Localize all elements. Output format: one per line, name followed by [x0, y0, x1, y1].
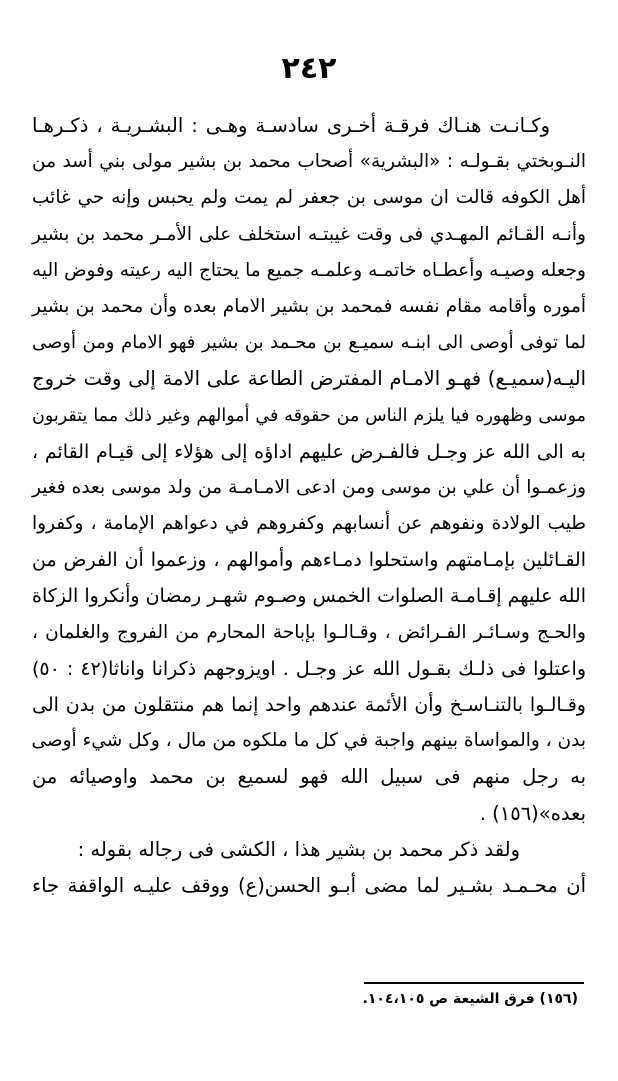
text-line-18: بدن ، والمواساة بينهم واجبة في كل ما ملكوه من مال ، وكل شيء أوصى	[31, 730, 586, 752]
text-line-14: الله عليهم إقـامـة الصلوات الخمس وصـوم شهـر رمضان وأنكروا الزكاة	[32, 585, 586, 608]
page-number: ٢٤٢	[281, 51, 337, 86]
text-line-12: طيب الولادة ونفوهم عن أنسابهم وكفروهم في دعواهم الإمامة ، وكفروا	[32, 513, 586, 535]
text-line-22: أن محـمـد بشـير لما مضى أبـو الحسن(ع) ووقف عليـه الواقفة جاء	[32, 873, 586, 897]
text-line-3: أهل الكوفه قالت ان موسى بن جعفر لم يمت ولم يحبس وإنه حي غائب	[32, 187, 586, 209]
footnote-divider	[364, 982, 584, 984]
text-line-13: القـائلين بإمـامتهم واستحلوا دمـاءهم وأموالهم ، وزعموا أن الفرض من	[32, 549, 586, 572]
text-line-17: وقـالـوا بالتنـاسـخ وأن الأئمة عندهم واحد إنما هم منتقلون من بدن الى	[32, 694, 586, 716]
text-line-4: وأنـه القـائم المهـدي فى وقت غيبتـه استخلف على الأمـر محمد بن بشير	[32, 223, 586, 245]
text-line-5: وجعله وصيـه وأعطـاه خاتمـه وعلمـه جميع ما يحتاج اليه رعيته وفوض اليه	[32, 259, 586, 281]
text-line-11: وزعمـوا أن علي بن موسى ومن ادعى الامـامـة من ولد موسى بعده فغير	[32, 476, 586, 498]
body-text	[32, 108, 586, 904]
text-line-7: لما توفى أوصى الى ابنـه سميـع بن محـمد بن بشير فهو الامام ومن أوصى	[32, 332, 586, 354]
text-line-10: به الى الله عز وجـل فالفـرض عليهم اداؤه إلى هؤلاء إلى قيـام القائم ،	[32, 440, 586, 463]
text-line-15: والحـج وسـائـر الفـرائض ، وقـالـوا بإباحة المحارم من الفروج والغلمان ،	[32, 621, 586, 643]
text-line-19: به رجل منهم فى سبيل الله فهو لسميع بن محمد واوصيائه من	[32, 765, 586, 789]
text-line-8: اليـه(سميـع) فهـو الامـام المفترض الطاعة على الامة إلى وقت خروج	[32, 367, 586, 391]
footnote: (١٥٦) فرق الشيعة ص ١٠٤،١٠٥.	[362, 991, 578, 1007]
text-line-20: بعده»(١٥٦) .	[479, 801, 586, 825]
text-line-16: واعتلوا فى ذلـك بقـول الله عز وجـل . اويزوجهم ذكرانا واناثا(٤٢ : ٥٠)	[32, 657, 586, 680]
text-line-1: وكـانـت هنـاك فرقـة أخـرى سادسـة وهـى : البشـريـة ، ذكـرهـا	[32, 114, 550, 137]
text-line-21: ولقد ذكر محمد بن بشير هذا ، الكشى فى رجاله بقوله :	[77, 837, 520, 861]
text-line-9: موسى وظهوره فيا يلزم الناس من حقوقه في أموالهم وغير ذلك مما يتقربون	[32, 405, 586, 426]
text-line-6: أموره وأقامه مقام نفسه فمحمد بن بشير الامام بعده وأن محمد بن بشير	[32, 295, 586, 317]
text-line-2: النـوبختي بقـولـه : «البشرية» أصحاب محمد بن بشير مولى بني أسد من	[32, 151, 586, 173]
